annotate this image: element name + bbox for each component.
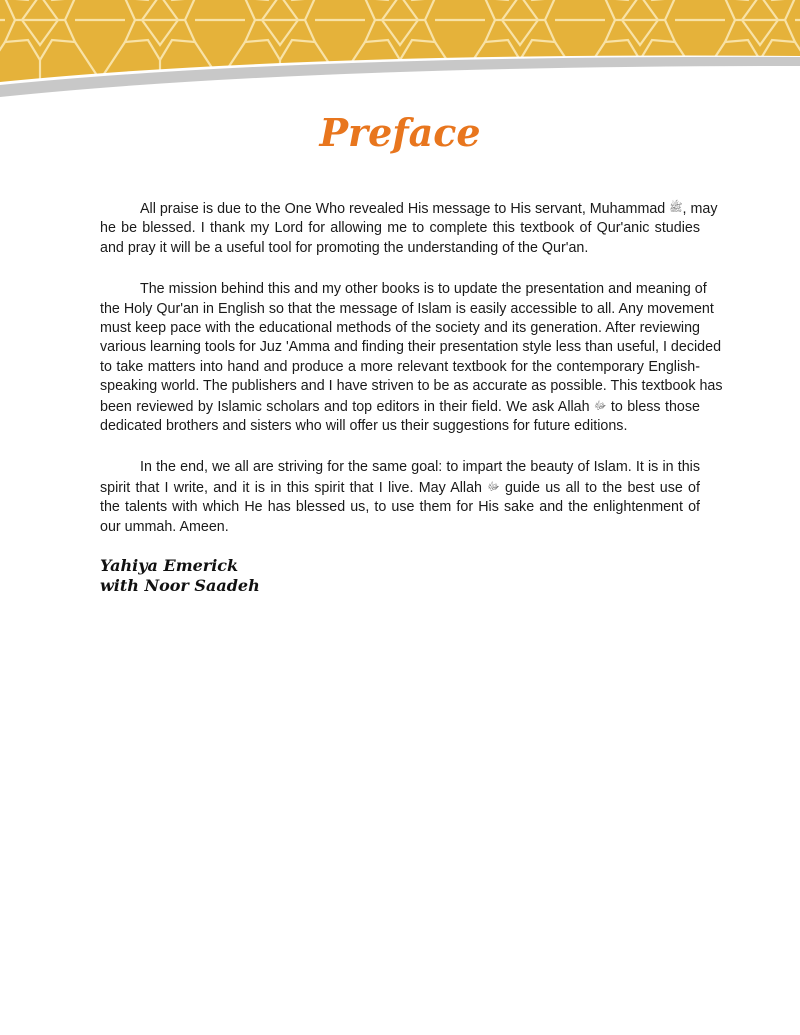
author-name: Yahiya Emerick xyxy=(100,556,239,575)
text-line: he be blessed. I thank my Lord for allowing me to complete this textbook of Qur'anic studies xyxy=(100,220,700,237)
paragraph-2 xyxy=(100,280,723,436)
text-line xyxy=(100,397,700,417)
text-line: to take matters into hand and produce a more relevant textbook for the contemporary English- xyxy=(100,358,700,375)
text-line: and pray it will be a useful tool for promoting the understanding of the Qur'an. xyxy=(100,239,589,256)
text-segment: guide us all to the best use of xyxy=(499,479,700,496)
text-line: speaking world. The publishers and I have striven to be as accurate as possible. This textbook has xyxy=(100,378,723,395)
text-line: The mission behind this and my other books is to update the presentation and meaning of xyxy=(140,281,707,298)
text-segment: been reviewed by Islamic scholars and top editors in their field. We ask Allah xyxy=(100,398,590,415)
text-line: dedicated brothers and sisters who will offer us their suggestions for future editions. xyxy=(100,418,628,435)
text-line xyxy=(100,478,700,498)
honorific-glyph: ﷻ xyxy=(487,480,500,493)
preface-body xyxy=(100,199,723,559)
text-segment: All praise is due to the One Who revealed His message to His servant, Muhammad xyxy=(140,201,666,217)
text-line: In the end, we all are striving for the same goal: to impart the beauty of Islam. It is in this xyxy=(140,459,700,476)
text-line: must keep pace with the educational methods of the society and its generation. After reviewing xyxy=(100,320,700,337)
coauthor-name: with Noor Saadeh xyxy=(100,576,260,595)
decorative-geometric-banner xyxy=(0,0,800,110)
text-line: our ummah. Ameen. xyxy=(100,518,229,535)
honorific-glyph: ﷻ xyxy=(594,399,607,412)
text-segment: , may xyxy=(682,201,718,217)
honorific-glyph: ﷺ xyxy=(669,202,683,214)
text-line: the talents with which He has blessed us, to use them for His sake and the enlightenment of xyxy=(100,499,700,516)
paragraph-1 xyxy=(100,199,718,258)
paragraph-3 xyxy=(100,458,700,537)
text-line: the Holy Qur'an in English so that the message of Islam is easily accessible to all. Any movement xyxy=(100,300,714,317)
text-segment: spirit that I write, and it is in this spirit that I live. May Allah xyxy=(100,479,482,496)
page-title: Preface xyxy=(319,110,481,155)
signature xyxy=(100,556,260,596)
text-line: various learning tools for Juz 'Amma and finding their presentation style less than useful, I decided xyxy=(100,339,722,356)
text-segment: to bless those xyxy=(606,398,700,415)
text-line xyxy=(100,199,718,219)
